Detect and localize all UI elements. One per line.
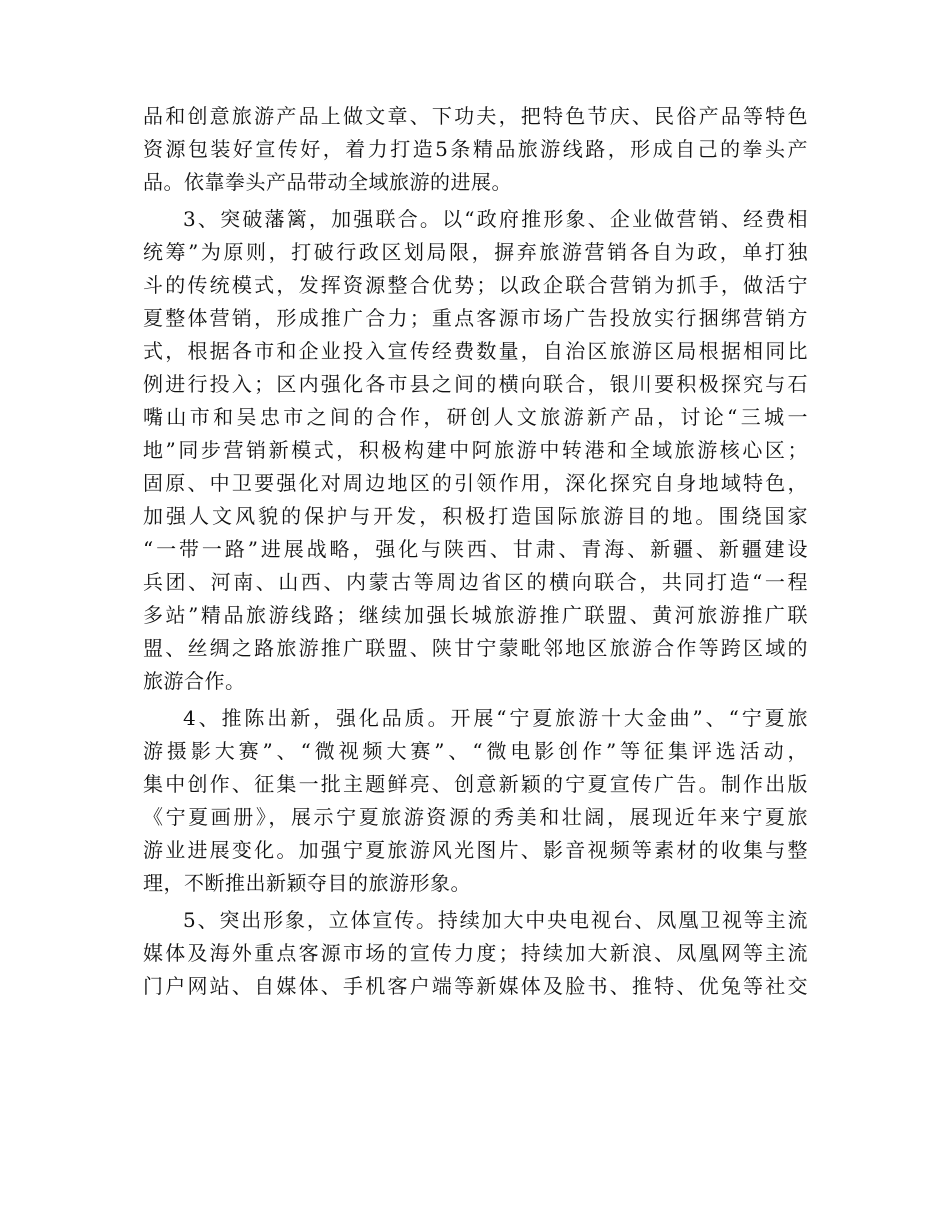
text-line: 兵团、河南、山西、内蒙古等周边省区的横向联合，共同打造“一程: [143, 570, 808, 594]
text-line: 固原、中卫要强化对周边地区的引领作用，深化探究自身地域特色，: [143, 471, 808, 495]
text-line: 资源包装好宣传好，着力打造5条精品旅游线路，形成自己的拳头产: [143, 137, 808, 161]
text-line: 游摄影大赛”、“微视频大赛”、“微电影创作”等征集评选活动，: [143, 739, 808, 763]
text-line: 4、推陈出新，强化品质。开展“宁夏旅游十大金曲”、“宁夏旅: [183, 706, 808, 730]
text-line: 斗的传统模式，发挥资源整合优势；以政企联合营销为抓手，做活宁: [143, 273, 808, 297]
text-line: 统筹”为原则，打破行政区划局限，摒弃旅游营销各自为政，单打独: [143, 240, 808, 264]
text-line: 3、突破藩篱，加强联合。以“政府推形象、企业做营销、经费相: [183, 207, 808, 231]
document-page: [143, 100, 808, 1007]
text-line: 《宁夏画册》，展示宁夏旅游资源的秀美和壮阔，展现近年来宁夏旅: [143, 805, 808, 829]
text-line: 例进行投入；区内强化各市县之间的横向联合，银川要积极探究与石: [143, 372, 808, 396]
text-line: “一带一路”进展战略，强化与陕西、甘肃、青海、新疆、新疆建设: [143, 537, 808, 561]
text-line: 门户网站、自媒体、手机客户端等新媒体及脸书、推特、优兔等社交: [143, 974, 808, 998]
paragraph-2: [143, 203, 808, 698]
text-line: 集中创作、征集一批主题鲜亮、创意新颖的宁夏宣传广告。制作出版: [143, 772, 808, 796]
text-line: 地”同步营销新模式，积极构建中阿旅游中转港和全域旅游核心区；: [143, 438, 808, 462]
text-line: 式，根据各市和企业投入宣传经费数量，自治区旅游区局根据相同比: [143, 339, 808, 363]
text-line: 品。依靠拳头产品带动全域旅游的进展。: [143, 170, 512, 194]
text-line: 媒体及海外重点客源市场的宣传力度；持续加大新浪、凤凰网等主流: [143, 941, 808, 965]
text-line: 嘴山市和吴忠市之间的合作，研创人文旅游新产品，讨论“三城一: [143, 405, 808, 429]
text-line: 夏整体营销，形成推广合力；重点客源市场广告投放实行捆绑营销方: [143, 306, 808, 330]
text-line: 盟、丝绸之路旅游推广联盟、陕甘宁蒙毗邻地区旅游合作等跨区域的: [143, 636, 808, 660]
text-line: 旅游合作。: [143, 669, 246, 693]
paragraph-3: [143, 702, 808, 900]
text-line: 游业进展变化。加强宁夏旅游风光图片、影音视频等素材的收集与整: [143, 838, 808, 862]
text-line: 理，不断推出新颖夺目的旅游形象。: [143, 871, 471, 895]
paragraph-1: [143, 100, 808, 199]
text-line: 多站”精品旅游线路；继续加强长城旅游推广联盟、黄河旅游推广联: [143, 603, 808, 627]
paragraph-4: [143, 904, 808, 1003]
text-line: 品和创意旅游产品上做文章、下功夫，把特色节庆、民俗产品等特色: [143, 104, 808, 128]
text-line: 加强人文风貌的保护与开发，积极打造国际旅游目的地。围绕国家: [143, 504, 808, 528]
text-line: 5、突出形象，立体宣传。持续加大中央电视台、凤凰卫视等主流: [183, 908, 808, 932]
